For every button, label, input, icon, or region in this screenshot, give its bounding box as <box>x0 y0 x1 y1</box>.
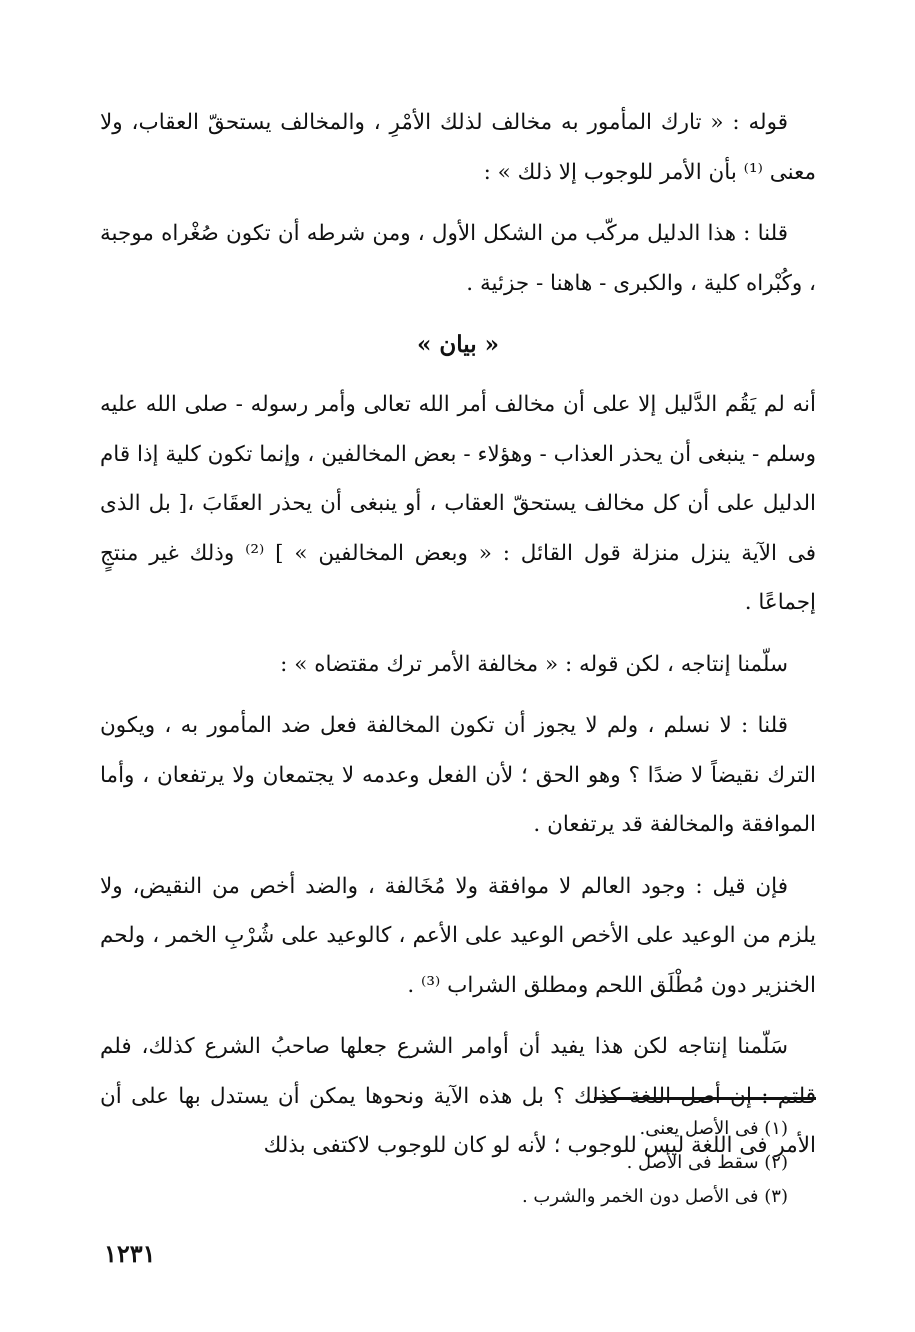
page-number: ١٢٣١ <box>104 1239 156 1268</box>
footnotes <box>380 1112 788 1214</box>
footnote-divider <box>594 1097 816 1100</box>
paragraph-concession: سلّمنا إنتاجه ، لكن قوله : « مخالفة الأمر ترك مقتضاه » : <box>280 651 788 677</box>
main-text <box>100 98 816 1183</box>
footnote-3: (٣) فى الأصل دون الخمر والشرب . <box>521 1186 788 1207</box>
paragraph-concession-2: سَلّمنا إنتاجه لكن هذا يفيد أن أوامر الشرع جعلها صاحبُ الشرع كذلك، فلم قلتم : إن أصل اللغة كذلك ؟ بل هذه الآية ونحوها يمكن أن يستدل بها على أن الأمر فى اللغة ليس للوجوب ؛ لأنه لو كان للوجوب لاكتفى بذلك <box>100 1034 816 1158</box>
footnote-1: (١) فى الأصل يعنى. <box>639 1118 788 1139</box>
paragraph-reply-1: قلنا : هذا الدليل مركّب من الشكل الأول ، ومن شرطه أن تكون صُغْراه موجبة ، وكُبْراه كلية ، والكبرى - هاهنا - جزئية . <box>100 221 816 296</box>
section-heading: « بيان » <box>416 331 499 358</box>
footnote-2: (٢) سقط فى الأصل . <box>626 1152 788 1173</box>
paragraph-explanation: أنه لم يَقُم الدَّليل إلا على أن مخالف أمر الله تعالى وأمر رسوله - صلى الله عليه وسلم - ينبغى أن يحذر العذاب - وهؤلاء - بعض المخالفين ، وإنما تكون كلية إذا قام الدليل على أن كل مخالف يستحقّ العقاب ، أو ينبغى أن يحذر العقَابَ ،[ بل الذى فى الآية ينزل منزلة قول القائل : « وبعض المخالفين » ] ⁽²⁾ وذلك غير منتجٍ إجماعًا . <box>100 392 817 615</box>
paragraph-objection: فإن قيل : وجود العالم لا موافقة ولا مُخَالفة ، والضد أخص من النقيض، ولا يلزم من الوعيد على الأخص الوعيد على الأعم ، كالوعيد على شُرْبِ الخمر ، ولحم الخنزير دون مُطْلَق اللحم ومطلق الشراب ⁽³⁾ . <box>100 873 816 998</box>
paragraph-quote-1: قوله : « تارك المأمور به مخالف لذلك الأمْرِ ، والمخالف يستحقّ العقاب، ولا معنى ⁽¹⁾ بأن الأمر للوجوب إلا ذلك » : <box>100 110 816 185</box>
paragraph-reply-2: قلنا : لا نسلم ، ولم لا يجوز أن تكون المخالفة فعل ضد المأمور به ، ويكون الترك نقيضاً لا ضدًا ؟ وهو الحق ؛ لأن الفعل وعدمه لا يجتمعان ولا يرتفعان ، وأما الموافقة والمخالفة قد يرتفعان . <box>100 713 816 837</box>
